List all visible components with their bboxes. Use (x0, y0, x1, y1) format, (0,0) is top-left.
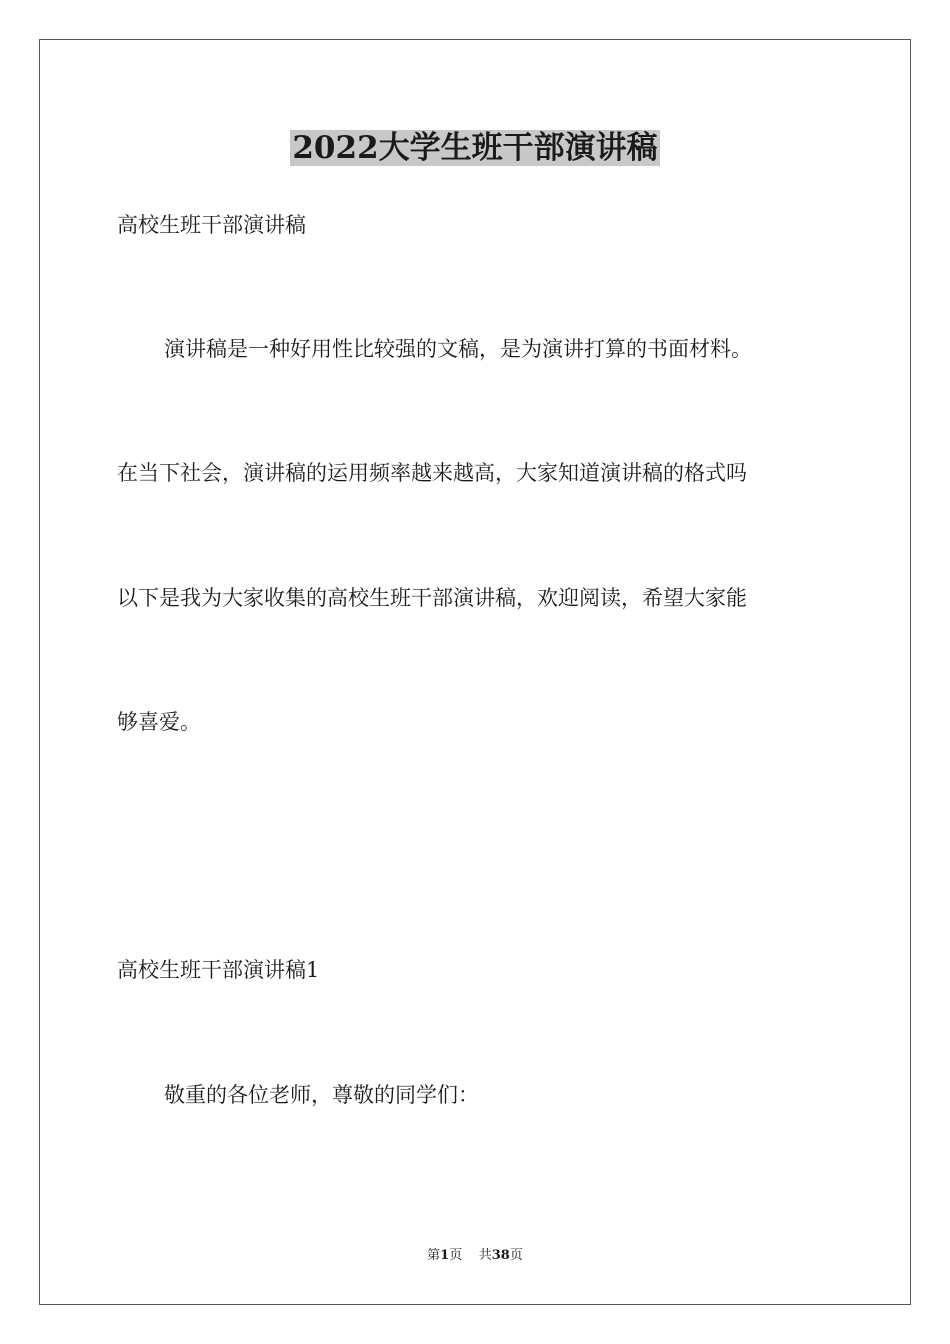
total-suffix: 页 (509, 1248, 523, 1263)
total-prefix: 共 (478, 1248, 492, 1263)
page-prefix: 第 (427, 1248, 441, 1263)
section-heading-speech-1: 高校生班干部演讲稿1 (117, 958, 320, 982)
salutation-line: 敬重的各位老师，尊敬的同学们： (164, 1083, 479, 1107)
paragraph-line: 在当下社会，演讲稿的运用频率越来越高，大家知道演讲稿的格式吗 (117, 461, 747, 485)
page-number: 1 (440, 1248, 450, 1263)
page-suffix: 页 (449, 1248, 463, 1263)
page-footer (0, 1247, 950, 1265)
paragraph-line: 够喜爱。 (117, 710, 201, 734)
paragraph-line: 以下是我为大家收集的高校生班干部演讲稿，欢迎阅读，希望大家能 (117, 586, 747, 610)
section-heading-intro: 高校生班干部演讲稿 (117, 213, 306, 237)
document-title-text: 2022大学生班干部演讲稿 (292, 130, 658, 166)
paragraph-line: 演讲稿是一种好用性比较强的文稿，是为演讲打算的书面材料。 (164, 337, 752, 361)
total-pages: 38 (491, 1248, 510, 1263)
document-title (0, 126, 950, 170)
